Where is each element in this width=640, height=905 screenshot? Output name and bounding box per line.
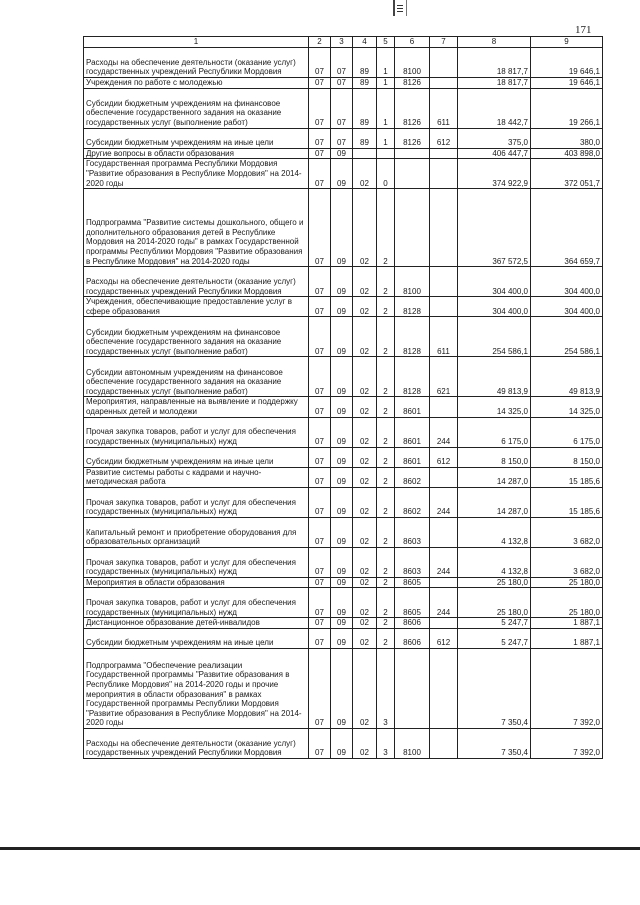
row-name-cell: Мероприятия в области образования [84,577,309,588]
expense-type-cell [430,48,458,78]
table-row [84,88,603,128]
program-code-cell: 02 [353,417,377,447]
subprogram-code-cell: 2 [377,397,395,417]
section-code-cell: 07 [309,88,331,128]
subprogram-code-cell: 0 [377,159,395,189]
target-code-cell: 8603 [395,517,430,547]
subprogram-code-cell: 2 [377,417,395,447]
expense-type-cell: 612 [430,628,458,648]
program-code-cell: 89 [353,48,377,78]
expense-type-cell: 244 [430,487,458,517]
target-code-cell: 8100 [395,48,430,78]
table-row [84,648,603,728]
expense-type-cell [430,297,458,317]
program-code-cell: 02 [353,628,377,648]
amount-2016-cell: 7 392,0 [531,728,603,758]
header-cell: 8 [458,37,531,48]
section-code-cell: 07 [309,547,331,577]
section-code-cell: 07 [309,189,331,267]
row-name-cell: Прочая закупка товаров, работ и услуг для обеспечения государственных (муниципальных) нужд [84,588,309,618]
row-name-cell: Подпрограмма "Развитие системы дошкольного, общего и дополнительного образования детей в Республике Мордовия на 2014-2020 годы" в рамках Государственной программы Республики Мордовия "Развитие образования в Республике Мордовия" на 2014-2020 годы [84,189,309,267]
subsection-code-cell: 09 [331,148,353,159]
amount-2015-cell: 5 247,7 [458,618,531,629]
table-row [84,417,603,447]
program-code-cell: 02 [353,159,377,189]
expense-type-cell [430,577,458,588]
row-name-cell: Другие вопросы в области образования [84,148,309,159]
expense-type-cell [430,78,458,89]
subprogram-code-cell: 2 [377,628,395,648]
row-name-cell: Подпрограмма "Обеспечение реализации Государственной программы "Развитие образования в Республике Мордовия" на 2014-2020 годы и прочие мероприятия в области образования" в рамках Государственной программы Республики Мордовия "Развитие образования в Республике Мордовия" на 2014-2020 годы [84,648,309,728]
subsection-code-cell: 09 [331,487,353,517]
row-name-cell: Расходы на обеспечение деятельности (оказание услуг) государственных учреждений Республики Мордовия [84,48,309,78]
amount-2016-cell: 14 325,0 [531,397,603,417]
section-code-cell: 07 [309,78,331,89]
table-row [84,397,603,417]
table-row [84,447,603,467]
amount-2015-cell: 4 132,8 [458,517,531,547]
row-name-cell: Расходы на обеспечение деятельности (оказание услуг) государственных учреждений Республики Мордовия [84,267,309,297]
row-name-cell: Капитальный ремонт и приобретение оборудования для образовательных организаций [84,517,309,547]
target-code-cell: 8606 [395,628,430,648]
program-code-cell: 02 [353,467,377,487]
row-name-cell: Прочая закупка товаров, работ и услуг для обеспечения государственных (муниципальных) нужд [84,547,309,577]
amount-2016-cell: 15 185,6 [531,467,603,487]
target-code-cell: 8126 [395,128,430,148]
subsection-code-cell: 09 [331,189,353,267]
amount-2015-cell: 304 400,0 [458,297,531,317]
table-row [84,618,603,629]
row-name-cell: Учреждения по работе с молодежью [84,78,309,89]
amount-2015-cell: 5 247,7 [458,628,531,648]
table-row [84,317,603,357]
subsection-code-cell: 09 [331,467,353,487]
subprogram-code-cell: 2 [377,487,395,517]
amount-2015-cell: 25 180,0 [458,588,531,618]
subsection-code-cell: 09 [331,577,353,588]
subprogram-code-cell: 3 [377,728,395,758]
program-code-cell: 02 [353,267,377,297]
target-code-cell: 8126 [395,88,430,128]
target-code-cell: 8126 [395,78,430,89]
row-name-cell: Субсидии бюджетным учреждениям на финансовое обеспечение государственного задания на оказание государственных услуг (выполнение работ) [84,88,309,128]
expense-type-cell [430,648,458,728]
target-code-cell: 8605 [395,588,430,618]
amount-2016-cell: 380,0 [531,128,603,148]
expense-type-cell [430,728,458,758]
expense-type-cell [430,148,458,159]
header-cell: 9 [531,37,603,48]
program-code-cell: 02 [353,447,377,467]
amount-2016-cell: 19 646,1 [531,48,603,78]
program-code-cell: 02 [353,618,377,629]
program-code-cell: 02 [353,189,377,267]
amount-2015-cell: 374 922,9 [458,159,531,189]
row-name-cell: Дистанционное образование детей-инвалидов [84,618,309,629]
program-code-cell: 02 [353,588,377,618]
program-code-cell: 89 [353,128,377,148]
amount-2016-cell: 372 051,7 [531,159,603,189]
amount-2016-cell: 304 400,0 [531,267,603,297]
subsection-code-cell: 09 [331,618,353,629]
expense-type-cell: 611 [430,88,458,128]
table-row [84,728,603,758]
header-cell: 1 [84,37,309,48]
expense-type-cell [430,517,458,547]
table-row [84,48,603,78]
section-code-cell: 07 [309,297,331,317]
header-cell: 3 [331,37,353,48]
expense-type-cell [430,267,458,297]
section-code-cell: 07 [309,447,331,467]
program-code-cell [353,148,377,159]
row-name-cell: Субсидии бюджетным учреждениям на финансовое обеспечение государственного задания на оказание государственных услуг (выполнение работ) [84,317,309,357]
program-code-cell: 02 [353,728,377,758]
table-row [84,189,603,267]
subprogram-code-cell: 2 [377,517,395,547]
program-code-cell: 02 [353,397,377,417]
amount-2015-cell: 406 447,7 [458,148,531,159]
program-code-cell: 02 [353,357,377,397]
target-code-cell: 8602 [395,487,430,517]
amount-2016-cell: 3 682,0 [531,547,603,577]
target-code-cell: 8100 [395,728,430,758]
target-code-cell: 8603 [395,547,430,577]
amount-2015-cell: 7 350,4 [458,728,531,758]
subsection-code-cell: 09 [331,297,353,317]
subsection-code-cell: 07 [331,128,353,148]
section-code-cell: 07 [309,48,331,78]
header-cell: 6 [395,37,430,48]
header-cell: 7 [430,37,458,48]
amount-2015-cell: 254 586,1 [458,317,531,357]
section-code-cell: 07 [309,128,331,148]
amount-2016-cell: 19 266,1 [531,88,603,128]
subprogram-code-cell: 2 [377,357,395,397]
program-code-cell: 02 [353,297,377,317]
amount-2016-cell: 25 180,0 [531,588,603,618]
expense-type-cell: 244 [430,417,458,447]
section-code-cell: 07 [309,417,331,447]
amount-2015-cell: 14 287,0 [458,487,531,517]
subprogram-code-cell: 1 [377,48,395,78]
amount-2015-cell: 367 572,5 [458,189,531,267]
subprogram-code-cell: 2 [377,588,395,618]
row-name-cell: Субсидии бюджетным учреждениям на иные цели [84,128,309,148]
subprogram-code-cell [377,148,395,159]
amount-2016-cell: 1 887,1 [531,628,603,648]
program-code-cell: 02 [353,517,377,547]
table-body [84,48,603,759]
subprogram-code-cell: 2 [377,267,395,297]
table-row [84,159,603,189]
subsection-code-cell: 09 [331,588,353,618]
subsection-code-cell: 09 [331,267,353,297]
expense-type-cell: 611 [430,317,458,357]
section-code-cell: 07 [309,467,331,487]
subsection-code-cell: 09 [331,397,353,417]
amount-2016-cell: 403 898,0 [531,148,603,159]
program-code-cell: 02 [353,317,377,357]
subprogram-code-cell: 1 [377,88,395,128]
target-code-cell: 8605 [395,577,430,588]
amount-2016-cell: 15 185,6 [531,487,603,517]
table-row [84,357,603,397]
subprogram-code-cell: 2 [377,577,395,588]
target-code-cell: 8601 [395,417,430,447]
amount-2016-cell: 304 400,0 [531,297,603,317]
amount-2016-cell: 25 180,0 [531,577,603,588]
table-row [84,128,603,148]
target-code-cell [395,159,430,189]
section-code-cell: 07 [309,648,331,728]
amount-2016-cell: 1 887,1 [531,618,603,629]
expense-type-cell: 612 [430,128,458,148]
target-code-cell: 8601 [395,397,430,417]
expense-type-cell [430,467,458,487]
budget-table [83,36,603,759]
target-code-cell [395,189,430,267]
expense-type-cell [430,397,458,417]
table-row [84,467,603,487]
target-code-cell: 8601 [395,447,430,467]
subsection-code-cell: 07 [331,78,353,89]
subprogram-code-cell: 2 [377,547,395,577]
table-row [84,267,603,297]
amount-2015-cell: 7 350,4 [458,648,531,728]
amount-2015-cell: 375,0 [458,128,531,148]
amount-2015-cell: 14 287,0 [458,467,531,487]
row-name-cell: Субсидии бюджетным учреждениям на иные цели [84,628,309,648]
expense-type-cell [430,159,458,189]
program-code-cell: 89 [353,88,377,128]
table-row [84,487,603,517]
amount-2016-cell: 6 175,0 [531,417,603,447]
table-row [84,148,603,159]
program-code-cell: 02 [353,487,377,517]
section-code-cell: 07 [309,159,331,189]
table-row [84,78,603,89]
program-code-cell: 89 [353,78,377,89]
target-code-cell: 8100 [395,267,430,297]
expense-type-cell [430,618,458,629]
page-bottom-rule [0,847,640,850]
subsection-code-cell: 09 [331,628,353,648]
table-row [84,577,603,588]
amount-2016-cell: 364 659,7 [531,189,603,267]
section-code-cell: 07 [309,397,331,417]
amount-2016-cell: 3 682,0 [531,517,603,547]
subsection-code-cell: 09 [331,447,353,467]
scan-artifact [393,0,407,16]
subprogram-code-cell: 2 [377,317,395,357]
amount-2015-cell: 14 325,0 [458,397,531,417]
section-code-cell: 07 [309,267,331,297]
table-header-row [84,37,603,48]
program-code-cell: 02 [353,547,377,577]
subsection-code-cell: 07 [331,88,353,128]
section-code-cell: 07 [309,148,331,159]
table-row [84,588,603,618]
subsection-code-cell: 09 [331,317,353,357]
subprogram-code-cell: 2 [377,189,395,267]
expense-type-cell: 244 [430,588,458,618]
amount-2015-cell: 18 442,7 [458,88,531,128]
row-name-cell: Учреждения, обеспечивающие предоставление услуг в сфере образования [84,297,309,317]
table-row [84,547,603,577]
row-name-cell: Прочая закупка товаров, работ и услуг для обеспечения государственных (муниципальных) нужд [84,487,309,517]
subsection-code-cell: 07 [331,48,353,78]
section-code-cell: 07 [309,577,331,588]
subprogram-code-cell: 2 [377,297,395,317]
section-code-cell: 07 [309,618,331,629]
expense-type-cell: 612 [430,447,458,467]
expense-type-cell [430,189,458,267]
row-name-cell: Развитие системы работы с кадрами и научно-методическая работа [84,467,309,487]
amount-2016-cell: 7 392,0 [531,648,603,728]
header-cell: 4 [353,37,377,48]
amount-2015-cell: 4 132,8 [458,547,531,577]
amount-2015-cell: 6 175,0 [458,417,531,447]
table-row [84,517,603,547]
target-code-cell: 8128 [395,357,430,397]
section-code-cell: 07 [309,487,331,517]
row-name-cell: Государственная программа Республики Мордовия "Развитие образования в Республике Мордовия" на 2014-2020 годы [84,159,309,189]
subsection-code-cell: 09 [331,547,353,577]
program-code-cell: 02 [353,648,377,728]
expense-type-cell: 621 [430,357,458,397]
amount-2016-cell: 19 646,1 [531,78,603,89]
row-name-cell: Прочая закупка товаров, работ и услуг для обеспечения государственных (муниципальных) нужд [84,417,309,447]
target-code-cell: 8128 [395,297,430,317]
amount-2016-cell: 8 150,0 [531,447,603,467]
amount-2015-cell: 49 813,9 [458,357,531,397]
expense-type-cell: 244 [430,547,458,577]
page-number: 171 [575,24,592,36]
section-code-cell: 07 [309,728,331,758]
target-code-cell: 8128 [395,317,430,357]
header-cell: 5 [377,37,395,48]
target-code-cell: 8602 [395,467,430,487]
table-row [84,297,603,317]
target-code-cell [395,648,430,728]
section-code-cell: 07 [309,588,331,618]
subsection-code-cell: 09 [331,728,353,758]
target-code-cell [395,148,430,159]
subprogram-code-cell: 2 [377,467,395,487]
target-code-cell: 8606 [395,618,430,629]
header-cell: 2 [309,37,331,48]
subprogram-code-cell: 2 [377,618,395,629]
subprogram-code-cell: 1 [377,128,395,148]
row-name-cell: Субсидии бюджетным учреждениям на иные цели [84,447,309,467]
row-name-cell: Субсидии автономным учреждениям на финансовое обеспечение государственного задания на оказание государственных услуг (выполнение работ) [84,357,309,397]
subsection-code-cell: 09 [331,159,353,189]
amount-2016-cell: 254 586,1 [531,317,603,357]
amount-2015-cell: 18 817,7 [458,48,531,78]
section-code-cell: 07 [309,357,331,397]
subsection-code-cell: 09 [331,357,353,397]
amount-2015-cell: 304 400,0 [458,267,531,297]
table-row [84,628,603,648]
subprogram-code-cell: 3 [377,648,395,728]
subsection-code-cell: 09 [331,648,353,728]
section-code-cell: 07 [309,317,331,357]
amount-2016-cell: 49 813,9 [531,357,603,397]
subsection-code-cell: 09 [331,517,353,547]
row-name-cell: Расходы на обеспечение деятельности (оказание услуг) государственных учреждений Республики Мордовия [84,728,309,758]
program-code-cell: 02 [353,577,377,588]
amount-2015-cell: 25 180,0 [458,577,531,588]
subprogram-code-cell: 2 [377,447,395,467]
subprogram-code-cell: 1 [377,78,395,89]
row-name-cell: Мероприятия, направленные на выявление и поддержку одаренных детей и молодежи [84,397,309,417]
amount-2015-cell: 8 150,0 [458,447,531,467]
amount-2015-cell: 18 817,7 [458,78,531,89]
subsection-code-cell: 09 [331,417,353,447]
section-code-cell: 07 [309,628,331,648]
section-code-cell: 07 [309,517,331,547]
